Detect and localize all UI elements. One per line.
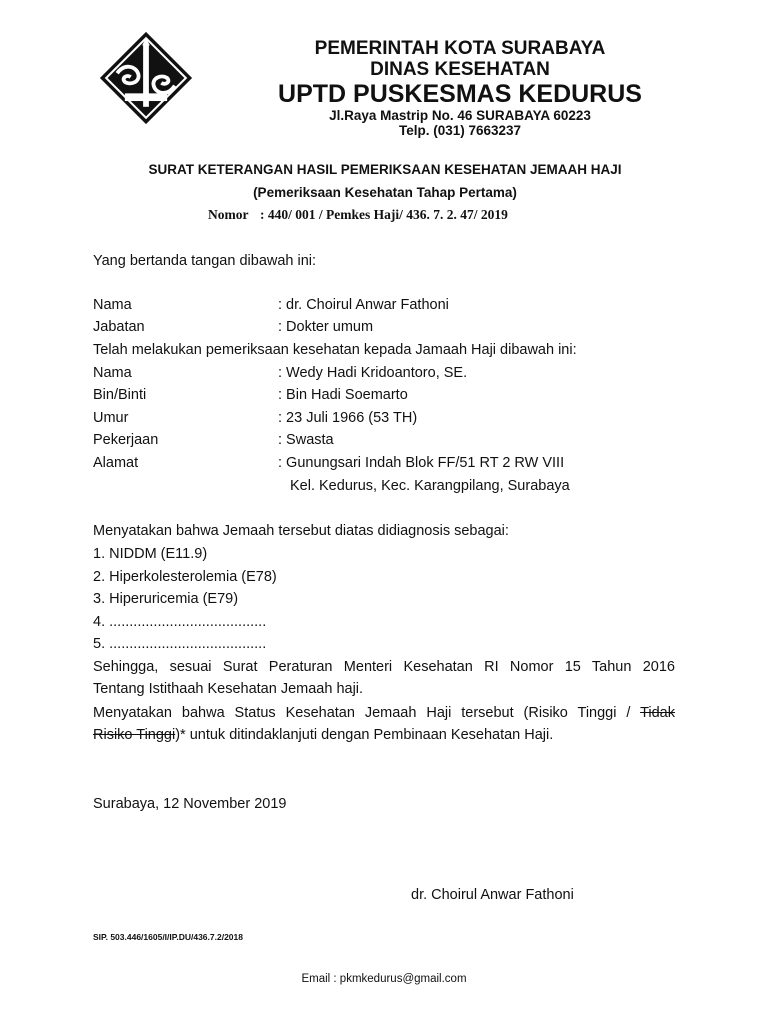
diagnosis-item: 3. Hiperuricemia (E79) — [93, 591, 239, 607]
signer-row — [93, 319, 373, 335]
header-phone: Telp. (031) 7663237 — [398, 123, 522, 138]
signature-name: dr. Choirul Anwar Fathoni — [411, 887, 574, 903]
header-institution: UPTD PUSKESMAS KEDURUS — [278, 80, 642, 108]
regulation-line-2: Tentang Istithaah Kesehatan Jemaah haji. — [93, 681, 364, 697]
diagnosis-item: 4. ....................................... — [93, 614, 267, 630]
diagnosis-item: 1. NIDDM (E11.9) — [93, 546, 208, 562]
document-subtitle: (Pemeriksaan Kesehatan Tahap Pertama) — [253, 185, 517, 200]
patient-row — [93, 410, 417, 426]
patient-row — [93, 365, 467, 381]
surabaya-city-emblem — [98, 30, 194, 126]
document-number-label: Nomor — [208, 207, 249, 222]
field-value: : Swasta — [278, 432, 334, 448]
header-department: DINAS KESEHATAN — [370, 59, 550, 80]
sip-number: SIP. 503.446/1605/I/IP.DU/436.7.2/2018 — [93, 932, 243, 942]
place-date: Surabaya, 12 November 2019 — [93, 796, 287, 812]
patient-row — [93, 387, 408, 403]
address-continuation: Kel. Kedurus, Kec. Karangpilang, Surabaya — [290, 478, 570, 494]
diagnosis-item: 2. Hiperkolesterolemia (E78) — [93, 569, 277, 585]
footer-email: Email : pkmkedurus@gmail.com — [301, 973, 467, 985]
field-label: Nama — [93, 297, 132, 313]
document-title: SURAT KETERANGAN HASIL PEMERIKSAAN KESEHATAN JEMAAH HAJI — [148, 162, 622, 177]
field-value: : Gunungsari Indah Blok FF/51 RT 2 RW VIII — [278, 455, 565, 471]
status-line-2 — [93, 727, 553, 743]
field-label: Jabatan — [93, 319, 145, 335]
regulation-line-1: Sehingga, sesuai Surat Peraturan Menteri Kesehatan RI Nomor 15 Tahun 2016 — [93, 659, 675, 675]
patient-row — [93, 432, 334, 448]
patient-row — [93, 455, 564, 471]
field-value: : Bin Hadi Soemarto — [278, 387, 408, 403]
struck-text: Risiko Tinggi — [93, 727, 176, 743]
field-value: : 23 Juli 1966 (53 TH) — [278, 410, 418, 426]
struck-text: Tidak — [640, 705, 675, 721]
field-label: Alamat — [93, 455, 139, 471]
signer-row — [93, 297, 449, 313]
document-number-value: : 440/ 001 / Pemkes Haji/ 436. 7. 2. 47/ 2019 — [260, 207, 508, 222]
field-label: Umur — [93, 410, 129, 426]
field-label: Bin/Binti — [93, 387, 147, 403]
status-line-1 — [93, 705, 675, 721]
intro-text: Yang bertanda tangan dibawah ini: — [93, 253, 317, 269]
diagnosis-item: 5. ....................................... — [93, 636, 267, 652]
field-value: : dr. Choirul Anwar Fathoni — [278, 297, 449, 313]
header-address: Jl.Raya Mastrip No. 46 SURABAYA 60223 — [329, 108, 591, 123]
exam-intro: Telah melakukan pemeriksaan kesehatan kepada Jamaah Haji dibawah ini: — [93, 342, 577, 358]
status-text: )* untuk ditindaklanjuti dengan Pembinaan Kesehatan Haji. — [175, 727, 554, 743]
field-value: : Wedy Hadi Kridoantoro, SE. — [278, 365, 468, 381]
document-number — [208, 207, 508, 223]
header-government: PEMERINTAH KOTA SURABAYA — [314, 38, 606, 59]
field-value: : Dokter umum — [278, 319, 374, 335]
diagnosis-intro: Menyatakan bahwa Jemaah tersebut diatas didiagnosis sebagai: — [93, 523, 509, 539]
field-label: Pekerjaan — [93, 432, 159, 448]
status-text: Menyatakan bahwa Status Kesehatan Jemaah Haji tersebut (Risiko Tinggi / — [93, 705, 641, 721]
field-label: Nama — [93, 365, 132, 381]
